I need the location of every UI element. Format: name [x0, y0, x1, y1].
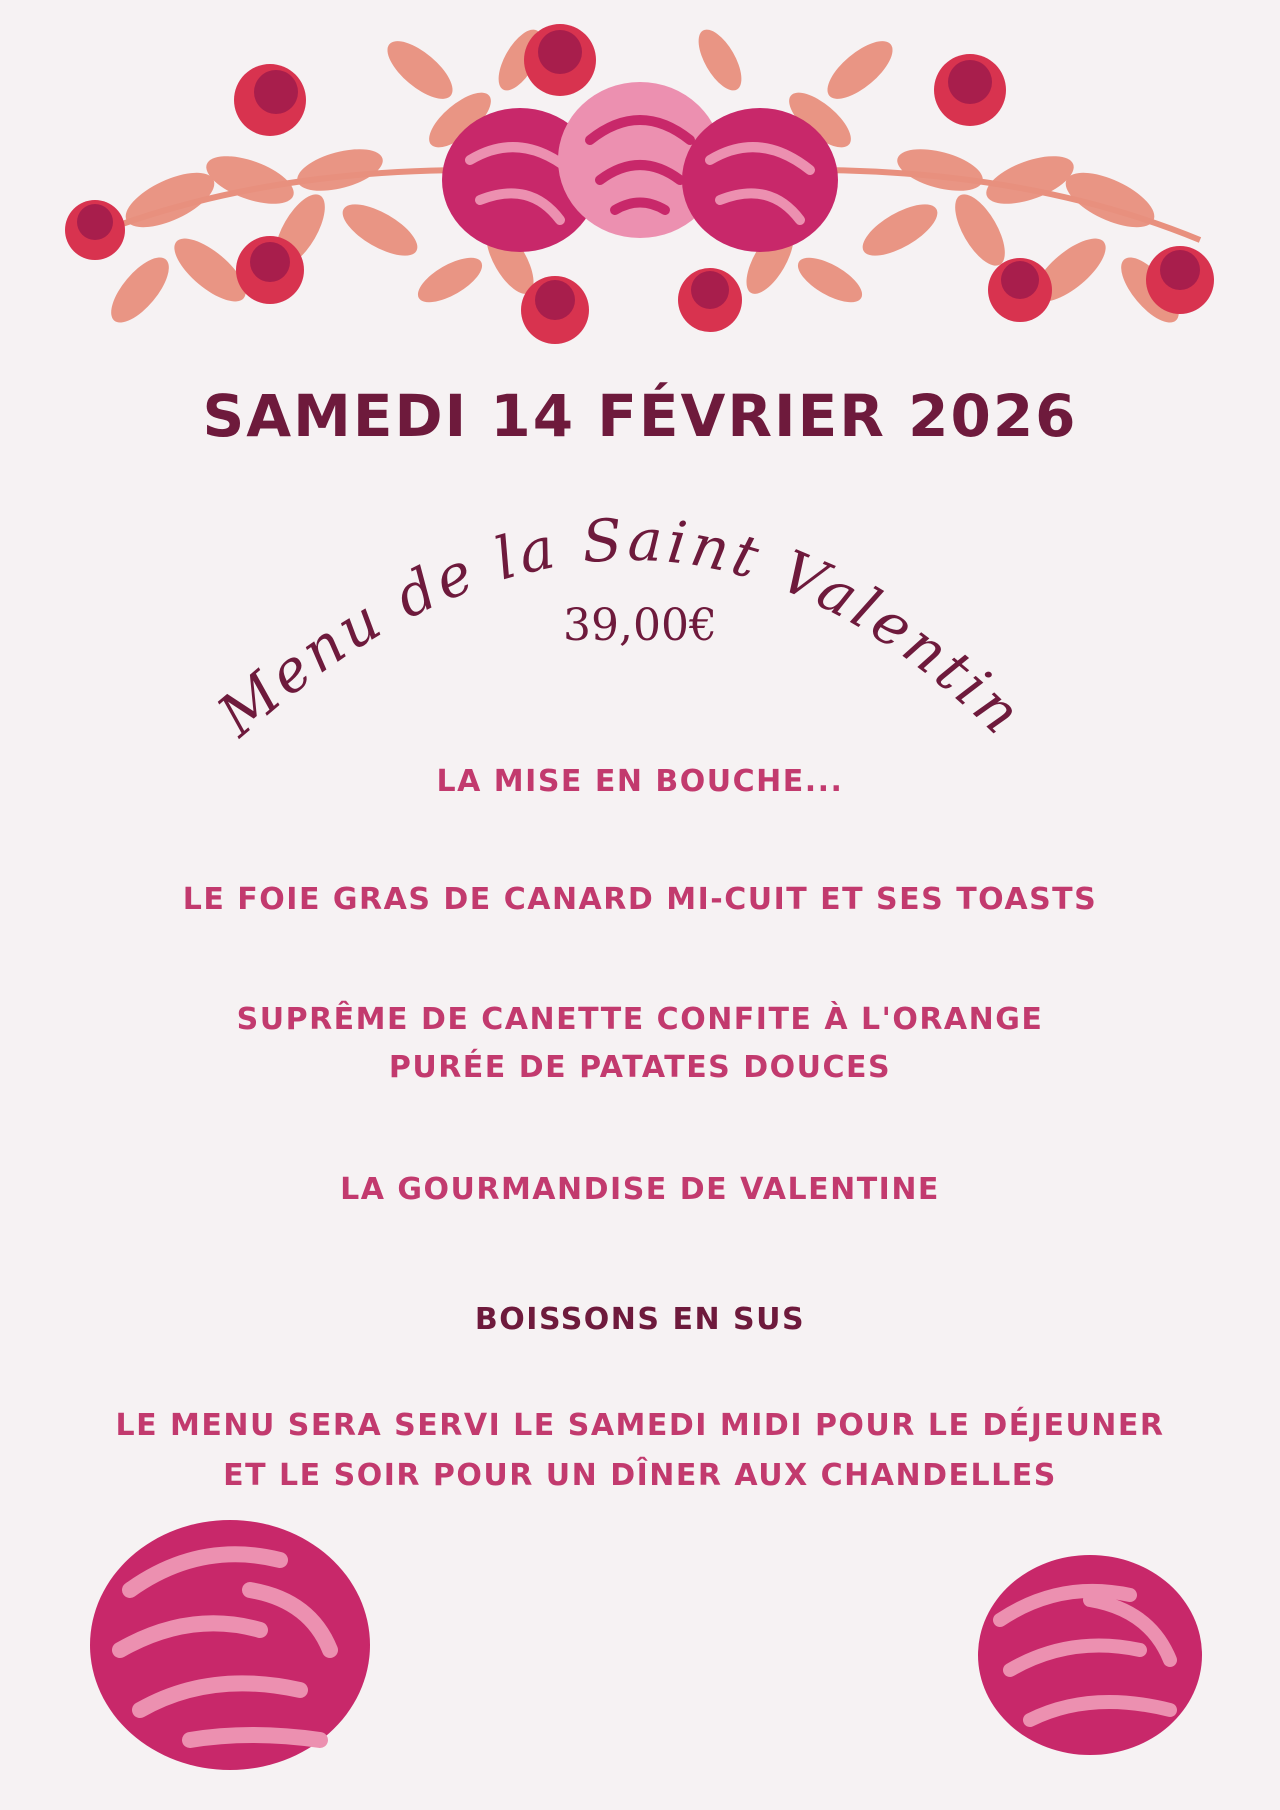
menu-item-dessert: LA GOURMANDISE DE VALENTINE	[340, 1172, 940, 1207]
drinks-note: BOISSONS EN SUS	[474, 1302, 806, 1337]
service-note-line2: ET LE SOIR POUR UN DÎNER AUX CHANDELLES	[223, 1458, 1057, 1493]
menu-item-starter: LE FOIE GRAS DE CANARD MI-CUIT ET SES TOASTS	[182, 882, 1098, 917]
floral-garland-top	[0, 0, 1280, 360]
event-date-heading: SAMEDI 14 FÉVRIER 2026	[202, 382, 1078, 450]
menu-title-text: Menu de la Saint Valentin	[204, 505, 1038, 750]
menu-item-main-line2: PURÉE DE PATATES DOUCES	[388, 1050, 892, 1085]
menu-price: 39,00€	[563, 600, 717, 651]
menu-item-amuse: LA MISE EN BOUCHE...	[436, 764, 844, 799]
menu-item-main-line1: SUPRÊME DE CANETTE CONFITE À L'ORANGE	[236, 1002, 1044, 1037]
rose-bottom-left	[80, 1500, 380, 1780]
service-note-line1: LE MENU SERA SERVI LE SAMEDI MIDI POUR LE DÉJEUNER	[115, 1408, 1165, 1443]
rose-bottom-right	[970, 1540, 1210, 1770]
